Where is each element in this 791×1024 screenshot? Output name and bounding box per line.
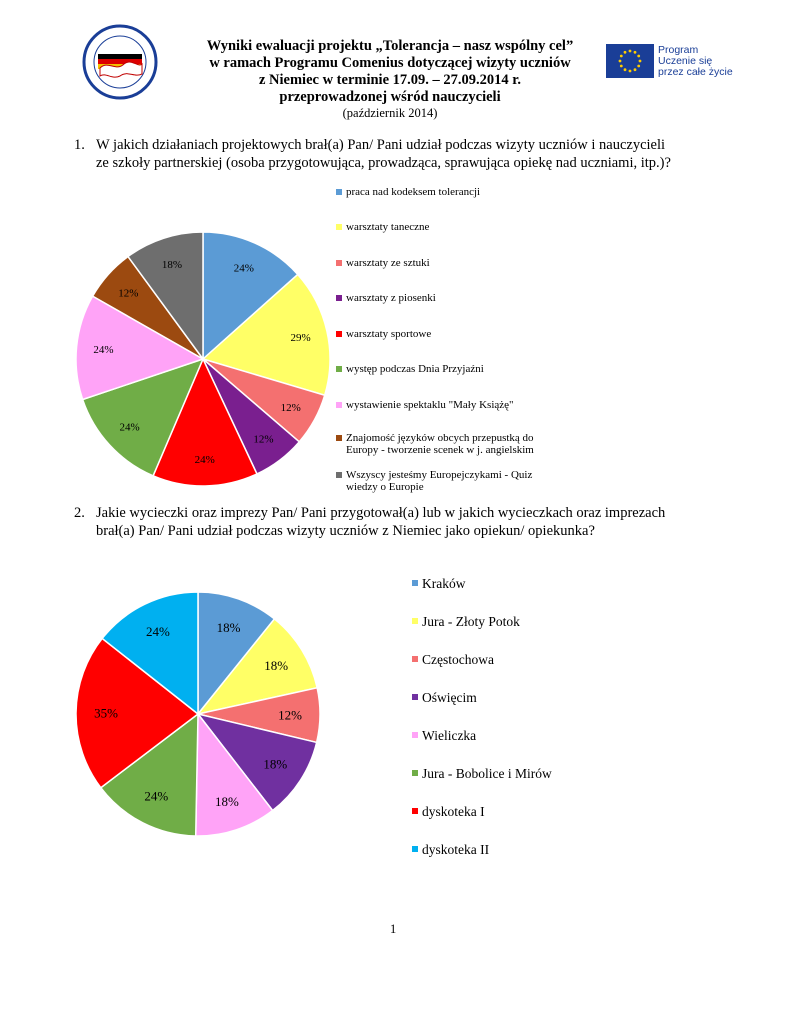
pie-data-label: 18% [161,258,183,271]
legend-label: warsztaty taneczne [346,221,430,233]
legend-label: warsztaty sportowe [346,328,432,340]
title-line-3: z Niemiec w terminie 17.09. – 27.09.2014 r. [258,72,521,88]
pie-data-label: 24% [93,344,114,357]
question-1-line-2: ze szkoły partnerskiej (osoba przygotowująca, prowadząca, sprawująca opiekę nad uczniami, itp.)? [96,155,671,171]
legend-swatch [412,846,418,852]
legend-swatch [336,295,342,301]
eu-program-line3: przez całe życie [658,66,733,78]
eu-program-line1: Program [658,44,699,56]
chart-2-legend [412,576,612,866]
pie-data-label: 18% [263,756,288,772]
eu-program-line2: Uczenie się [658,55,713,67]
pie-data-label: 12% [253,433,274,446]
pie-data-label: 18% [215,793,239,809]
legend-swatch [412,580,418,586]
pie-data-label: 24% [194,453,215,466]
legend-label: dyskoteka II [422,842,490,857]
question-2-number: 2. [74,505,85,521]
legend-label: Kraków [422,576,466,591]
pie-chart-2 [66,582,330,846]
pie-data-label: 35% [94,705,118,721]
legend-swatch [412,694,418,700]
legend-label: występ podczas Dnia Przyjaźni [346,363,484,375]
eu-program-text [658,45,733,78]
document-header [170,38,610,121]
question-1-line-1: W jakich działaniach projektowych brał(a) Pan/ Pani udział podczas wizyty uczniów i nauczycieli [96,137,666,153]
legend-swatch [336,472,342,478]
title-line-2: w ramach Programu Comenius dotyczącej wizyty uczniów [209,55,571,71]
legend-swatch [336,366,342,372]
title-line-1: Wyniki ewaluacji projektu „Tolerancja – nasz wspólny cel” [206,38,574,54]
pie-data-label: 29% [290,332,311,345]
pie-data-label: 12% [280,401,301,414]
legend-label: Wszyscy jesteśmy Europejczykami - Quiz wiedzy o Europie [346,469,533,493]
pie-data-label: 12% [118,287,139,300]
report-date: (październik 2014) [342,106,438,120]
legend-label: Jura - Bobolice i Mirów [422,766,552,781]
pie-data-label: 12% [278,707,302,723]
legend-label: Jura - Złoty Potok [422,614,520,629]
legend-swatch [336,402,342,408]
question-2-line-2: brał(a) Pan/ Pani udział podczas wizyty uczniów z Niemiec jako opiekun/ opiekunka? [96,523,595,539]
page-number: 1 [390,922,397,936]
question-1-number: 1. [74,137,85,153]
legend-swatch [336,435,342,441]
legend-label: Znajomość języków obcych przepustką do Europy - tworzenie scenek w j. angielskim [346,432,534,456]
eu-flag-icon [606,44,654,78]
legend-swatch [412,656,418,662]
chart-1-legend [336,186,546,496]
legend-swatch [412,808,418,814]
legend-swatch [412,618,418,624]
pie-data-label: 24% [145,623,170,639]
pie-chart-1 [66,222,340,496]
legend-swatch [412,732,418,738]
legend-label: wystawienie spektaklu "Mały Książę" [346,399,514,411]
question-1 [74,136,754,176]
pie-data-label: 24% [144,788,169,804]
legend-swatch [336,331,342,337]
pie-data-label: 18% [216,619,241,635]
legend-label: Częstochowa [422,652,494,667]
pie-data-label: 24% [233,262,254,275]
legend-label: praca nad kodeksem tolerancji [346,186,481,198]
eu-program-logo [606,44,766,86]
title-line-4: przeprowadzonej wśród nauczycieli [279,89,501,105]
legend-label: dyskoteka I [422,804,485,819]
question-2-line-1: Jakie wycieczki oraz imprezy Pan/ Pani przygotował(a) lub w jakich wycieczkach oraz imprezach [96,505,666,521]
legend-swatch [412,770,418,776]
legend-swatch [336,260,342,266]
legend-label: Oświęcim [422,690,477,705]
legend-label: warsztaty ze sztuki [346,257,430,269]
legend-swatch [336,224,342,230]
legend-label: Wieliczka [422,728,477,743]
pie-data-label: 18% [264,658,289,674]
legend-swatch [336,189,342,195]
question-2 [74,504,754,544]
legend-label: warsztaty z piosenki [346,292,436,304]
pie-data-label: 24% [119,421,140,434]
school-emblem-logo [82,24,158,100]
